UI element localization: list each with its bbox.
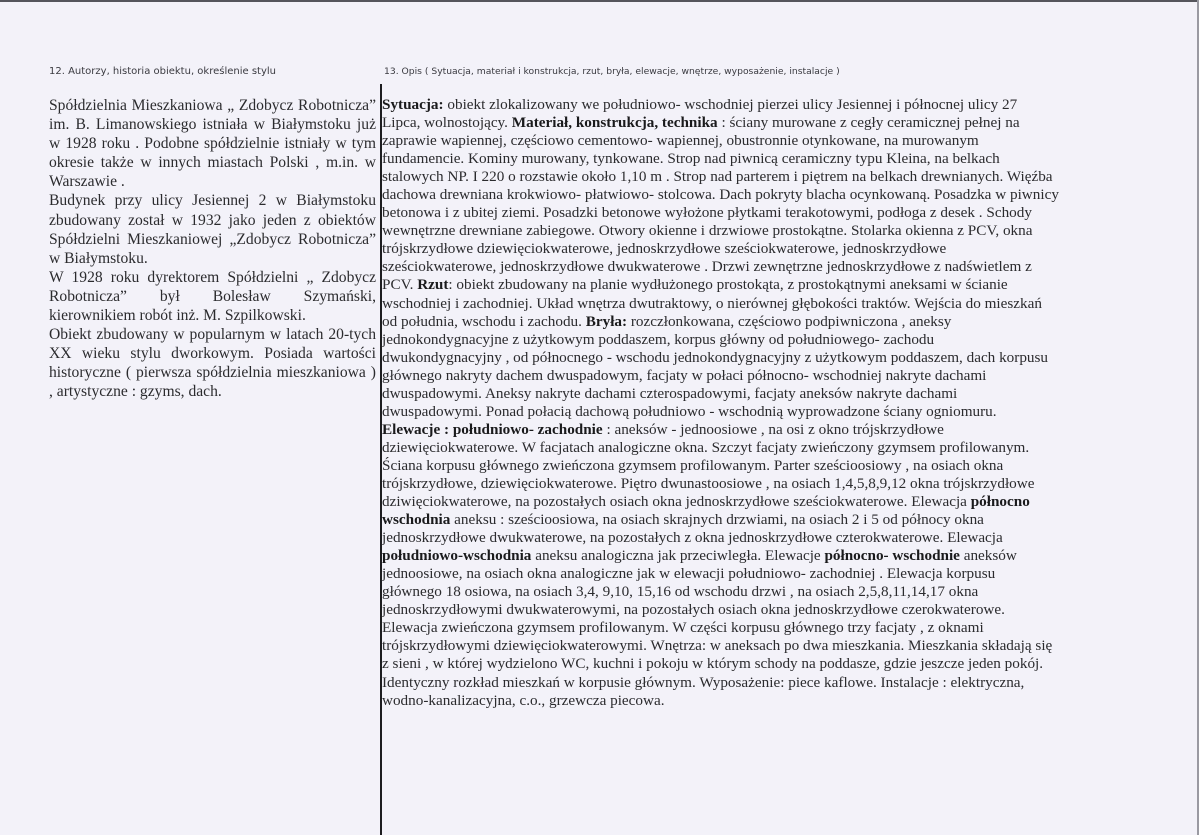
description-line [382,692,1142,710]
description-line [382,258,1142,276]
description-line [382,240,1142,258]
text-run: : aneksów - jednoosiowe , na osi z okno trójskrzydłowe [602,420,944,438]
bold-label: Sytuacja: [382,96,444,113]
text-run: sześciokwaterowe, jednoskrzydłowe dwukwaterowe . Drzwi zewnętrzne jednoskrzydłowe z nadświetlem z [382,258,1032,276]
description-line [382,132,1142,150]
text-run: trójskrzydłowe dziewięciokwaterowe, jednoskrzydłowe sześciokwaterowe, jednoskrzydłowe [382,240,947,258]
text-run: z sieni , w której wydzielono WC, kuchni i pokoju w którym schody na poddasze, gdzie jeszcze jeden pokój. [382,655,1044,673]
bold-label: południowo-wschodnia [382,547,532,565]
bold-label: Bryła: [585,312,628,330]
text-run: dziewięciokwaterowe. W facjatach analogiczne okna. Szczyt facjaty zwieńczony gzymsem profilowanym. [382,438,1030,456]
text-run: obiekt zlokalizowany we południowo- wschodniej pierzei ulicy Jesiennej i północnej ulicy 27 [443,96,1018,113]
paragraph-cooperative: Spółdzielnia Mieszkaniowa „ Zdobycz Robotnicza” im. B. Limanowskiego istniała w Białymstoku już w 1928 roku . Podobne spółdzielnie istniały w tym okresie także w innych miastach Polski , m.in. w Warszawie . [49,97,376,191]
text-run: zaprawie wapiennej, częściowo cementowo- wapiennej, obustronnie otynkowane, na murowanym [382,132,979,150]
text-run: dwuspadowymi. Ponad połacią dachową południowo - wschodnią wyprowadzone ściany ogniomuru. [382,402,997,420]
text-run: betonowa i z ubitej ziemi. Posadzki betonowe wyłożone płytkami terakotowymi, podłoga z desek . Schody [382,204,1032,222]
description-line [382,493,1142,511]
text-run: wschodniej i zachodniej. Układ wnętrza dwutraktowy, o nierównej głębokości traktów. Wejścia do mieszkań [382,294,1042,312]
text-run: dachowa drewniana krokwiowo- płatwiowo- stolcowa. Dach pokryty blacha ocynkowaną. Posadzka w piwnicy [382,186,1059,204]
text-run: jednoosiowe, na osiach okna analogiczne jak w elewacji południowo- zachodniej . Elewacja korpusu [382,565,996,583]
authors-history-text [49,96,376,402]
description-line [382,295,1142,313]
text-run: głównego 18 osiowa, na osiach 3,4, 9,10, 15,16 od wschodu drzwi , na osiach 2,5,8,11,14,17 okna [382,583,979,601]
section-13-heading: 13. Opis ( Sytuacja, materiał i konstrukcja, rzut, bryła, elewacje, wnętrze, wyposażenie, instalacje ) [384,66,840,77]
description-line [382,439,1142,457]
bold-label: Rzut [417,276,449,294]
description-line [382,619,1142,637]
description-line [382,421,1142,439]
description-line [382,331,1142,349]
description-line [382,403,1142,421]
description-line [382,674,1142,692]
description-line [382,114,1142,132]
text-run: aneksu analogiczna jak przeciwległa. Elewacje [531,547,825,565]
text-run: fundamencie. Kominy murowany, tynkowane. Strop nad piwnicą ceramiczny typu Kleina, na belkach [382,150,1000,168]
description-line [382,222,1142,240]
description-text [382,96,1142,710]
text-run: stalowych NP. I 220 o rozstawie około 1,10 m . Strop nad parterem i piętrem na belkach drewnianych. Więźba [382,168,1053,186]
text-run: dziwięciokwaterowe, na pozostałych osiach okna jednoskrzydłowe sześciokwaterowe. Elewacja [382,493,971,511]
description-line [382,367,1142,385]
description-line [382,601,1142,619]
text-run: dwuspadowymi. Aneksy nakryte dachami czterospadowymi, facjaty aneksów nakryte dachami [382,384,958,402]
description-line [382,529,1142,547]
description-line [382,150,1142,168]
bold-label: wschodnia [382,511,451,529]
text-run: od południa, wschodu i zachodu. [382,312,586,330]
description-line [382,475,1142,493]
text-run: : ściany murowane z cegły ceramicznej pełnej na [717,114,1020,132]
description-line [382,385,1142,403]
text-run: Lipca, wolnostojący. [382,114,512,132]
text-run: Identyczny rozkład mieszkań w korpusie głównym. Wyposażenie: piece kaflowe. Instalacje : elektryczna, [382,673,1025,691]
text-run: : obiekt zbudowany na planie wydłużonego prostokąta, z prostokątnymi aneksami w ścianie [448,276,1008,294]
text-run: jednokondygnacyjne z użytkowym poddaszem, korpus główny od południowego- zachodu [382,330,935,348]
description-line [382,583,1142,601]
text-run: aneksu : sześcioosiowa, na osiach skrajnych drzwiami, na osiach 2 i 5 od północy okna [450,511,984,529]
bold-label: Materiał, konstrukcja, technika [511,114,718,132]
text-run: jednoskrzydłowymi dwukwaterowymi, na pozostałych osiach okna jednoskrzydłowe czerokwaterowe. [382,601,1005,619]
text-run: wewnętrzne drewniane zabiegowe. Otwory okienne i drzwiowe prostokątne. Stolarka okienna z PCV, okna [382,222,1033,240]
text-run: Elewacja zwieńczona gzymsem profilowanym. W części korpusu głównego trzy facjaty , z oknami [382,619,984,637]
text-run: głównego nakryty dachem dwuspadowym, facjaty w połaci północno- wschodniej nakryte dachami [382,366,987,384]
description-line [382,547,1142,565]
text-run: trójskrzydłowymi dziewięciokwaterowymi. Wnętrza: w aneksach po dwa mieszkania. Mieszkania składają się [382,637,1053,655]
text-run: Ściana korpusu głównego zwieńczona gzymsem profilowanym. Parter sześcioosiowy , na osiach okna [382,456,1004,474]
bold-label: Elewacje : południowo- zachodnie [382,420,603,438]
description-line [382,655,1142,673]
description-line [382,96,1142,114]
description-line [382,457,1142,475]
text-run: dwukondygnacyjny , od północnego - wschodu jednokondygnacyjny z użytkowym poddaszem, dach korpusu [382,348,1049,366]
description-line [382,511,1142,529]
text-run: jednoskrzydłowe dwukwaterowe, na pozostałych z okna jednoskrzydłowe czterokwaterowe. Elewacja [382,529,1003,547]
text-run: trójskrzydłowe, dziewięciokwaterowe. Piętro dwunastoosiowe , na osiach 1,4,5,8,9,12 okna trójskrzydłowe [382,474,1035,492]
paragraph-building: Budynek przy ulicy Jesiennej 2 w Białymstoku zbudowany został w 1932 jako jeden z obiektów Spółdzielni Mieszkaniowej „Zdobycz Robotnicza” w Białymstoku. [49,192,376,267]
text-run: rozczłonkowana, częściowo podpiwniczona , aneksy [627,312,952,330]
description-line [382,168,1142,186]
description-line [382,276,1142,294]
text-run: aneksów [959,547,1017,565]
description-line [382,637,1142,655]
description-line [382,349,1142,367]
bold-label: północno [970,493,1030,511]
bold-label: północno- wschodnie [824,547,960,565]
text-run: PCV. [382,276,418,294]
description-line [382,204,1142,222]
paragraph-director: W 1928 roku dyrektorem Spółdzielni „ Zdobycz Robotnicza” był Bolesław Szymański, kierownikiem robót inż. M. Szpilkowski. [49,268,376,325]
description-line [382,565,1142,583]
paragraph-style: Obiekt zbudowany w popularnym w latach 20-tych XX wieku stylu dworkowym. Posiada wartości historyczne ( pierwsza spółdzielnia mieszkaniowa ) , artystyczne : gzyms, dach. [49,326,376,401]
description-line [382,313,1142,331]
description-line [382,186,1142,204]
text-run: wodno-kanalizacyjna, c.o., grzewcza piecowa. [382,691,665,709]
section-12-heading: 12. Autorzy, historia obiektu, określenie stylu [49,66,277,77]
scan-top-edge [0,0,1199,2]
